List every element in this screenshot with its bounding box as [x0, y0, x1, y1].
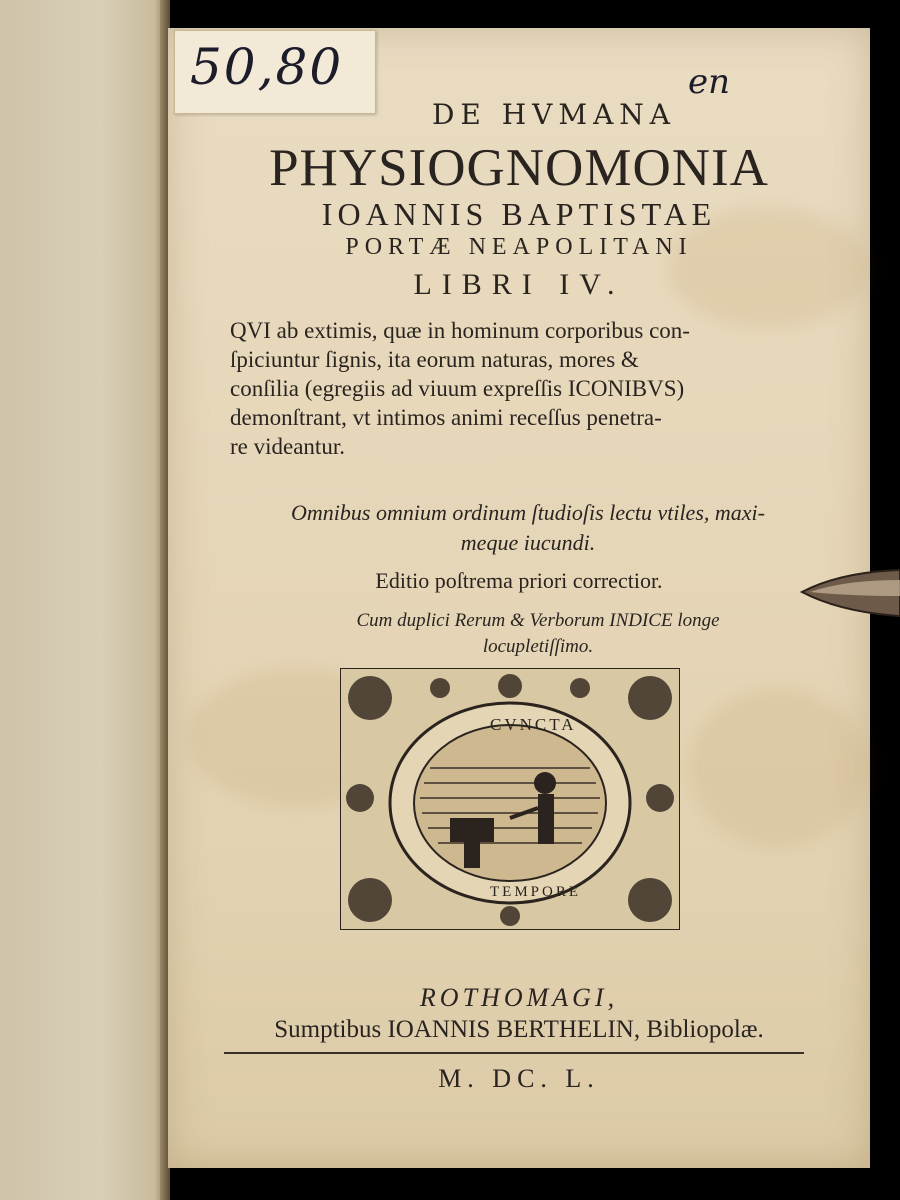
- description-paragraph: [230, 316, 820, 461]
- index-line: locupletiſſimo.: [482, 636, 594, 657]
- description-line: QVI ab extimis, quæ in hominum corporibus con-: [230, 318, 690, 343]
- index-line: Cum duplici Rerum & Verborum INDICE longe: [356, 610, 720, 631]
- pointer-tool: [800, 566, 900, 620]
- description-line: re videantur.: [230, 434, 345, 459]
- description-line: ſpiciuntur ſignis, ita eorum naturas, mores &: [230, 347, 639, 372]
- index-statement: [268, 608, 808, 660]
- books-count: LIBRI IV.: [413, 268, 625, 301]
- device-motto-bottom: TEMPORE: [490, 884, 582, 900]
- edition-statement: Editio poſtrema priori correctior.: [375, 568, 663, 593]
- foxing-stain: [688, 688, 868, 848]
- imprint-date: M. DC. L.: [438, 1064, 600, 1093]
- handwritten-annotation: en: [688, 62, 731, 102]
- imprint-rule: [224, 1052, 804, 1054]
- note-line: Omnibus omnium ordinum ſtudioſis lectu vtiles, maxi-: [291, 500, 765, 525]
- handwritten-price: 50,80: [190, 38, 344, 96]
- title-page: [168, 28, 870, 1168]
- device-motto-top: CVNCTA: [490, 715, 577, 734]
- title-line-de: DE HVMANA: [431, 98, 677, 131]
- main-title: PHYSIOGNOMONIA: [269, 139, 769, 197]
- author-origin: PORTÆ NEAPOLITANI: [345, 234, 693, 260]
- description-line: conſilia (egregiis ad viuum expreſſis ICONIBVS): [230, 376, 685, 401]
- facing-blank-page: [0, 0, 168, 1200]
- imprint-city: ROTHOMAGI,: [419, 983, 619, 1012]
- author-name: IOANNIS BAPTISTAE: [321, 196, 717, 232]
- imprint-publisher: Sumptibus IOANNIS BERTHELIN, Bibliopolæ.: [274, 1016, 764, 1043]
- readers-note: [228, 498, 828, 558]
- note-line: meque iucundi.: [460, 530, 596, 555]
- printers-device-woodcut: [340, 668, 680, 930]
- description-line: demonſtrant, vt intimos animi receſſus penetra-: [230, 405, 662, 430]
